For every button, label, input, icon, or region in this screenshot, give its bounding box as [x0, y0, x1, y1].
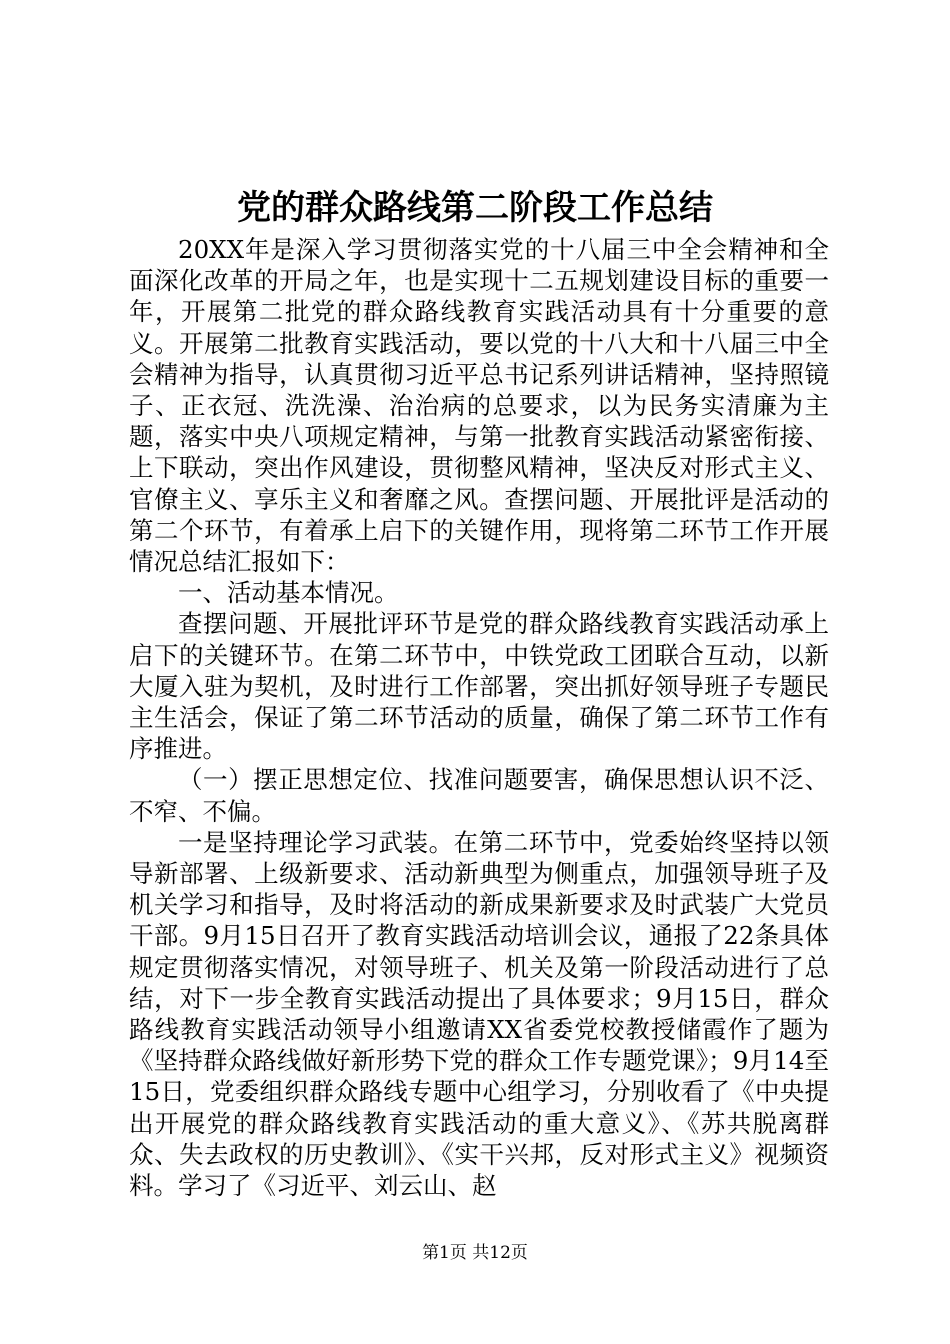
document-title: 党的群众路线第二阶段工作总结: [237, 188, 713, 228]
paragraph-intro: 20XX年是深入学习贯彻落实党的十八届三中全会精神和全面深化改革的开局之年，也是实现十二五规划建设目标的重要一年，开展第二批党的群众路线教育实践活动具有十分重要的意义。开展第二批教育实践活动，要以党的十八大和十八届三中全会精神为指导，认真贯彻习近平总书记系列讲话精神，坚持照镜子、正衣冠、洗洗澡、治治病的总要求，以为民务实清廉为主题，落实中央八项规定精神，与第一批教育实践活动紧密衔接、上下联动，突出作风建设，贯彻整风精神，坚决反对形式主义、官僚主义、享乐主义和奢靡之风。查摆问题、开展批评是活动的第二个环节，有着承上启下的关键作用，现将第二环节工作开展情况总结汇报如下：: [129, 235, 829, 577]
page-number-footer: 第1页 共12页: [422, 1243, 528, 1263]
subsection-heading-1: （一）摆正思想定位、找准问题要害，确保思想认识不泛、不窄、不偏。: [129, 765, 829, 826]
paragraph-theory-study: 一是坚持理论学习武装。在第二环节中，党委始终坚持以领导新部署、上级新要求、活动新典型为侧重点，加强领导班子及机关学习和指导，及时将活动的新成果新要求及时武装广大党员干部。9月15日召开了教育实践活动培训会议，通报了22条具体规定贯彻落实情况，对领导班子、机关及第一阶段活动进行了总结，对下一步全教育实践活动提出了具体要求；9月15日，群众路线教育实践活动领导小组邀请XX省委党校教授储霞作了题为《坚持群众路线做好新形势下党的群众工作专题党课》；9月14至15日，党委组织群众路线专题中心组学习，分别收看了《中央提出开展党的群众路线教育实践活动的重大意义》、《苏共脱离群众、失去政权的历史教训》、《实干兴邦，反对形式主义》视频资料。学习了《习近平、刘云山、赵: [129, 827, 829, 1201]
section-heading-1: 一、活动基本情况。: [178, 578, 399, 608]
paragraph-activity-overview: 查摆问题、开展批评环节是党的群众路线教育实践活动承上启下的关键环节。在第二环节中，中铁党政工团联合互动，以新大厦入驻为契机，及时进行工作部署，突出抓好领导班子专题民主生活会，保证了第二环节活动的质量，确保了第二环节工作有序推进。: [129, 609, 829, 764]
document-body: [129, 234, 829, 1201]
